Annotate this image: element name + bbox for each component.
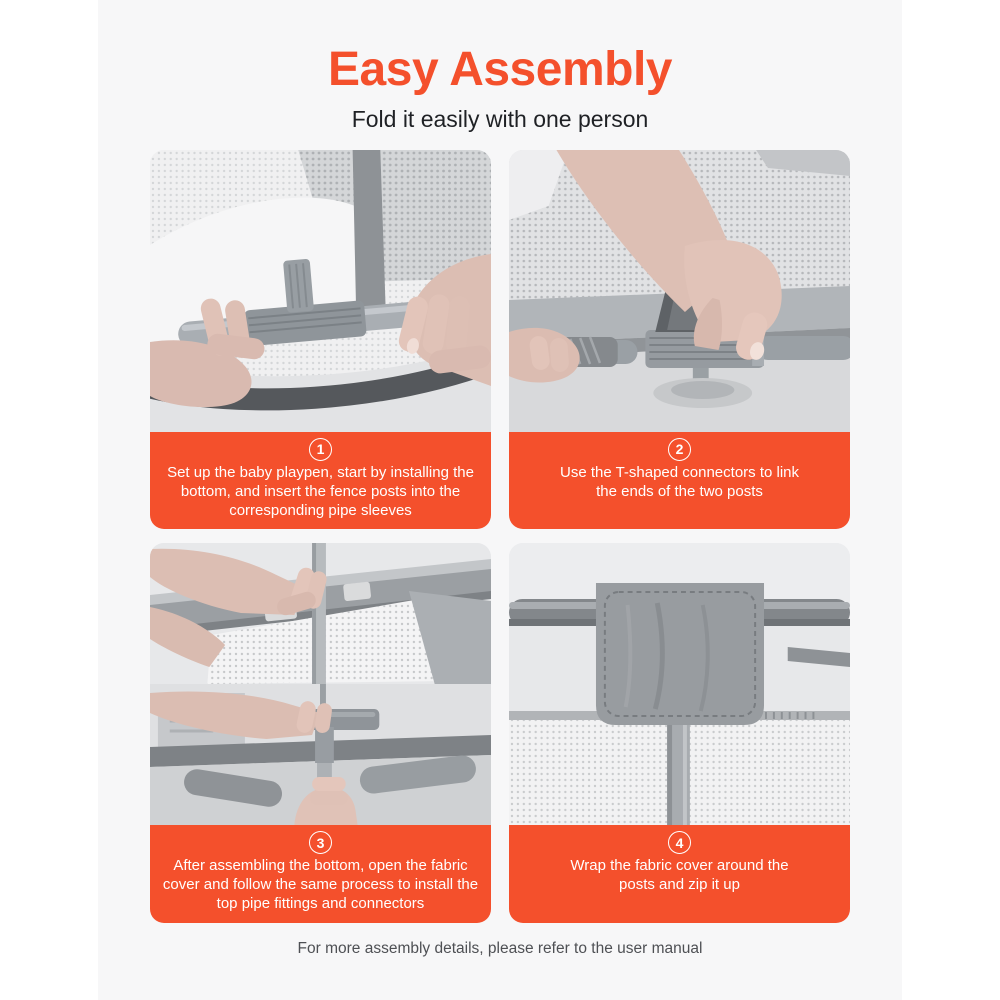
step-1-caption [150, 432, 491, 530]
step-1-number-badge [309, 438, 332, 461]
step-number: 4 [675, 834, 684, 851]
step-4-caption [509, 825, 850, 923]
step-number: 1 [316, 441, 325, 458]
vertical-post [667, 719, 690, 825]
step-2-photo [509, 150, 850, 432]
assembly-steps-grid [150, 150, 850, 923]
infographic-canvas [98, 0, 902, 1000]
footer-note: For more assembly details, please refer to the user manual [297, 940, 703, 958]
step-2-number-badge [668, 438, 691, 461]
step-4-number-badge [668, 831, 691, 854]
step-3-number-badge [309, 831, 332, 854]
step-3-text: After assembling the bottom, open the fabric cover and follow the same process to install the top pipe fittings and connectors [162, 857, 479, 913]
assembly-step-card-3 [150, 543, 491, 923]
step-2-text: Use the T-shaped connectors to link the ends of the two posts [559, 463, 800, 500]
page-subtitle: Fold it easily with one person [351, 105, 649, 132]
assembly-step-card-1 [150, 150, 491, 530]
step-4-photo [509, 543, 850, 825]
step-number: 3 [316, 834, 325, 851]
header [98, 0, 902, 133]
step-1-photo [150, 150, 491, 432]
assembly-step-card-2 [509, 150, 850, 530]
step-1-text: Set up the baby playpen, start by installing the bottom, and insert the fence posts into the corresponding pipe sleeves [167, 463, 474, 519]
assembly-step-card-4 [509, 543, 850, 923]
step-4-text: Wrap the fabric cover around the posts and zip it up [570, 857, 789, 894]
step-number: 2 [675, 441, 684, 458]
fabric-cover-flap [596, 583, 764, 725]
step-3-photo [150, 543, 491, 825]
page-title: Easy Assembly [328, 43, 672, 96]
step-2-caption [509, 432, 850, 530]
step-3-caption [150, 825, 491, 923]
